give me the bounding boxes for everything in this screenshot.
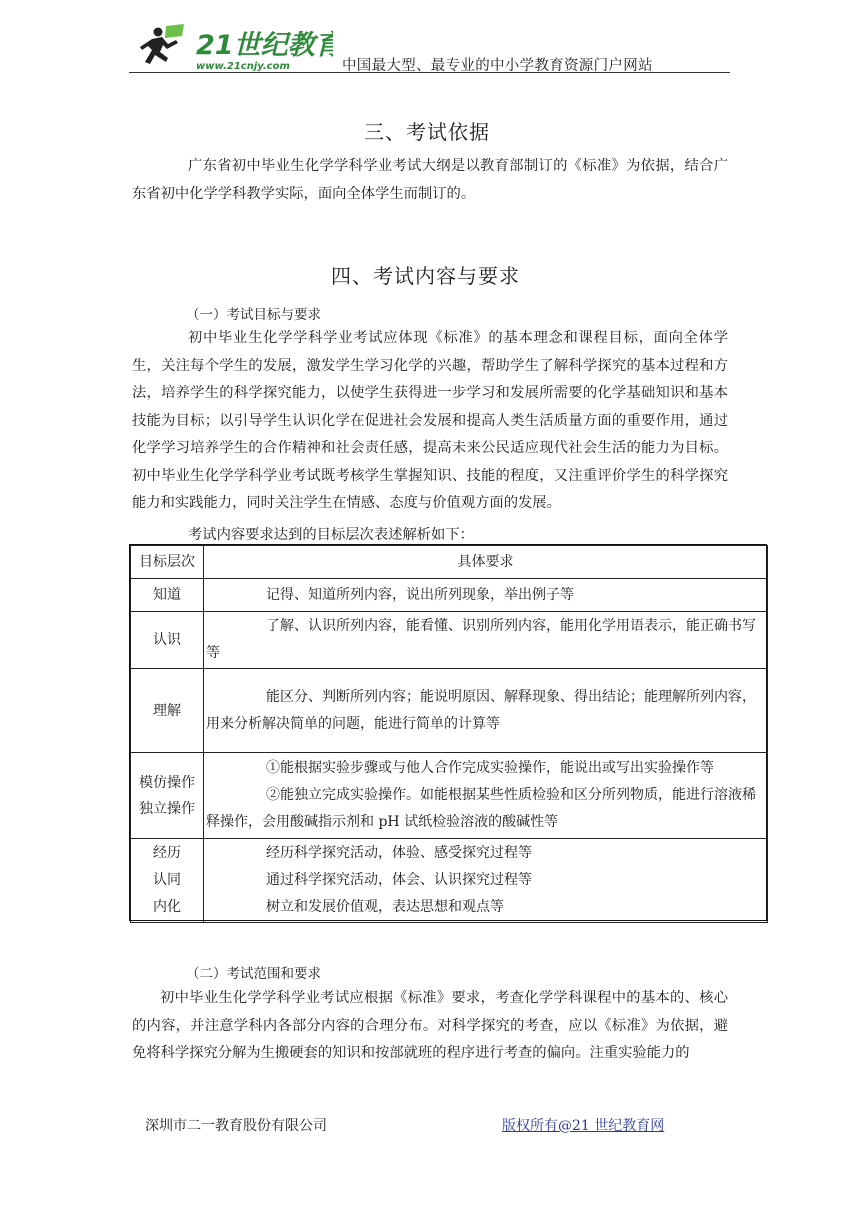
requirement-line: ②能独立完成实验操作。如能根据某些性质检验和区分所列物质，能进行溶液稀释操作，会用酸碱指示剂和 pH 试纸检验溶液的酸碱性等 — [206, 787, 756, 830]
requirement-line: ①能根据实验步骤或与他人合作完成实验操作，能说出或写出实验操作等 — [266, 760, 714, 776]
runner-logo-icon — [138, 22, 333, 72]
table-intro: 考试内容要求达到的目标层次表述解析如下： — [188, 527, 474, 543]
header-tagline: 中国最大型、最专业的中小学教育资源门户网站 — [342, 58, 653, 74]
level-cell — [131, 839, 204, 923]
subsection2-title: （二）考试范围和要求 — [186, 966, 321, 982]
table-row — [131, 579, 768, 612]
level-line: 认同 — [153, 872, 181, 888]
level-cell: 认识 — [131, 612, 204, 669]
requirement-cell: 能区分、判断所列内容；能说明原因、解释现象、得出结论；能理解所列内容，用来分析解决简单的问题，能进行简单的计算等 — [204, 669, 768, 753]
requirement-line: 经历科学探究活动，体验、感受探究过程等 — [266, 845, 532, 861]
requirement-cell: 记得、知道所列内容，说出所列现象，举出例子等 — [204, 579, 768, 612]
requirement-cell — [204, 753, 768, 839]
level-cell: 理解 — [131, 669, 204, 753]
section3-paragraph: 广东省初中毕业生化学学科学业考试大纲是以教育部制订的《标准》为依据，结合广东省初中化学学科教学实际，面向全体学生而制订的。 — [132, 158, 728, 202]
level-line: 模仿操作 — [139, 774, 195, 791]
table-row — [131, 839, 768, 923]
header-requirement: 具体要求 — [204, 546, 768, 579]
level-line: 经历 — [153, 845, 181, 861]
goal-levels-table — [130, 545, 768, 923]
section4-paragraph2: 初中毕业生化学学科学业考试应根据《标准》要求，考查化学学科课程中的基本的、核心的内容，并注意学科内各部分内容的合理分布。对科学探究的考查，应以《标准》为依据，避免将科学探究分解为生搬硬套的知识和按部就班的程序进行考查的偏向。注重实验能力的 — [132, 990, 728, 1061]
site-logo — [138, 22, 333, 72]
requirement-cell — [204, 839, 768, 923]
footer-copyright-link[interactable]: 版权所有@21 世纪教育网 — [502, 1118, 665, 1134]
footer-company: 深圳市二一教育股份有限公司 — [145, 1118, 327, 1134]
section4-heading: 四、考试内容与要求 — [331, 264, 520, 288]
level-cell: 知道 — [131, 579, 204, 612]
table-row — [131, 612, 768, 669]
table-header-row — [131, 546, 768, 579]
subsection1-title: （一）考试目标与要求 — [186, 307, 321, 323]
table-row — [131, 753, 768, 839]
requirement-line: 通过科学探究活动，体会、认识探究过程等 — [266, 872, 532, 888]
level-cell — [131, 753, 204, 839]
logo-url: www.21cnjy.com — [196, 61, 290, 72]
level-line: 内化 — [153, 899, 181, 915]
requirement-line: 树立和发展价值观，表达思想和观点等 — [266, 899, 504, 915]
table-row — [131, 669, 768, 753]
logo-text: 21世纪教育 — [196, 30, 333, 61]
section3-heading: 三、考试依据 — [364, 120, 490, 144]
header-divider — [129, 72, 730, 73]
section4-paragraph1: 初中毕业生化学学科学业考试应体现《标准》的基本理念和课程目标，面向全体学生，关注每个学生的发展，激发学生学习化学的兴趣，帮助学生了解科学探究的基本过程和方法，培养学生的科学探究能力，以使学生获得进一步学习和发展所需要的化学基础知识和基本技能为目标；以引导学生认识化学在促进社会发展和提高人类生活质量方面的重要作用，通过化学学习培养学生的合作精神和社会责任感，提高未来公民适应现代社会生活的能力为目标。初中毕业生化学学科学业考试既考核学生掌握知识、技能的程度，又注重评价学生的科学探究能力和实践能力，同时关注学生在情感、态度与价值观方面的发展。 — [132, 330, 728, 511]
requirement-cell: 了解、认识所列内容，能看懂、识别所列内容，能用化学用语表示，能正确书写等 — [204, 612, 768, 669]
header-level: 目标层次 — [131, 546, 204, 579]
level-line: 独立操作 — [139, 800, 195, 817]
